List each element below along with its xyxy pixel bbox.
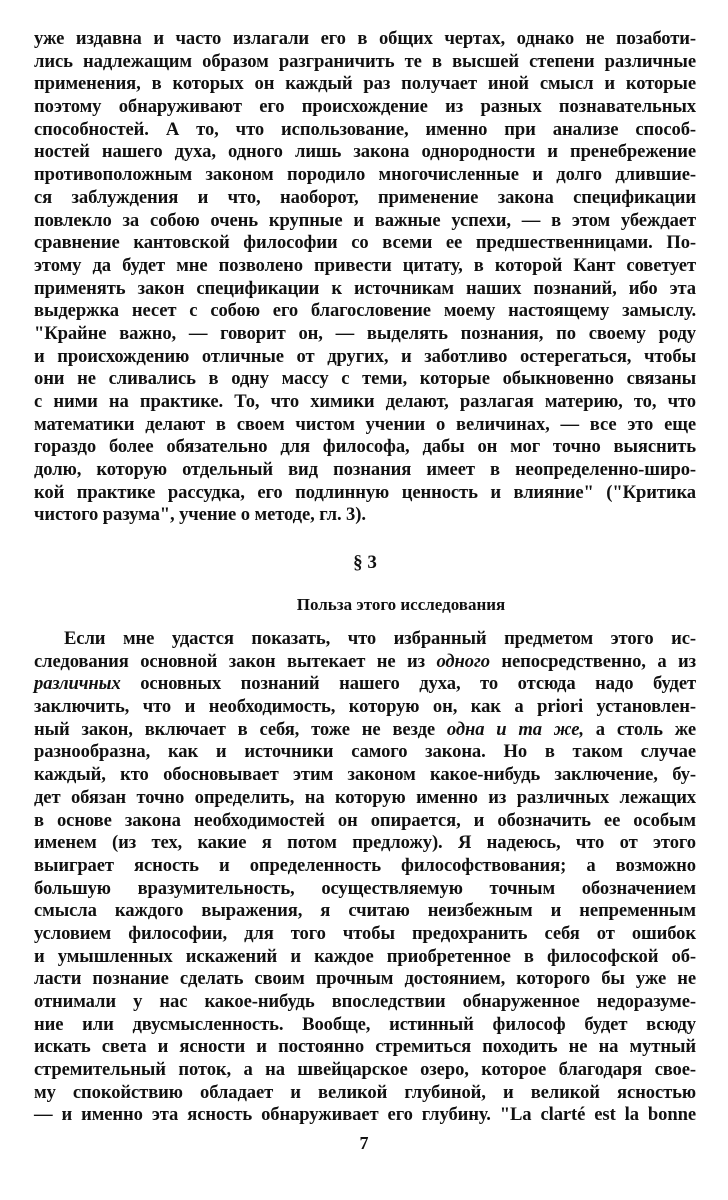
text-line: применения, в которых он каждый раз получает иной смысл и которые <box>34 73 696 95</box>
text-line: выдержка несет с собою его благословение моему настоящему замыслу. <box>34 300 696 322</box>
text-line: лись надлежащим образом разграничить те в высшей степени различные <box>34 50 696 72</box>
text-line: применять закон спецификации к источникам наших познаний, ибо эта <box>34 277 696 299</box>
italic-run: одна и та же, <box>446 718 584 740</box>
section-title: Польза этого исследования <box>296 595 506 614</box>
text-line: каждый, кто обосновывает этим законом какое-нибудь заключение, бу- <box>34 764 696 786</box>
text-line: долю, которую отдельный вид познания имеет в неопределенно-широ- <box>34 459 696 481</box>
text-line: математики делают в своем чистом учении о величинах, — все это еще <box>34 413 696 435</box>
text-line <box>34 651 696 674</box>
text-run: непосредственно, а из <box>489 650 696 672</box>
text-run: ный закон, включает в себя, тоже не везде <box>34 718 447 740</box>
page-number: 7 <box>359 1133 369 1153</box>
text-line: заключить, что и необходимость, которую он, как a priori установлен- <box>34 696 696 718</box>
text-line <box>34 673 696 696</box>
text-line: способностей. А то, что использование, именно при анализе способ- <box>34 118 696 140</box>
text-line: ностей нашего духа, одного лишь закона однородности и пренебрежение <box>34 141 696 163</box>
text-line: ся заблуждения и что, наоборот, применение закона спецификации <box>34 186 696 208</box>
text-line: в основе закона необходимостей он опирается, и обозначить ее особым <box>34 809 696 831</box>
text-line: гораздо более обязательно для философа, дабы он мог точно выяснить <box>34 436 696 458</box>
italic-run: одного <box>436 650 490 672</box>
text-line: уже издавна и часто излагали его в общих чертах, однако не позаботи- <box>34 28 696 49</box>
text-line: условием философии, для того чтобы предохранить себя от ошибок <box>34 922 696 944</box>
text-line: сравнение кантовской философии со всеми ее предшественницами. По- <box>34 232 696 254</box>
text-line: большую вразумительность, осуществляемую точным обозначением <box>34 877 696 899</box>
text-line: выиграет ясность и определенность философствования; а возможно <box>34 854 696 876</box>
text-line: чистого разума", учение о методе, гл. 3). <box>34 504 366 526</box>
text-line <box>34 719 696 742</box>
text-line: поэтому обнаруживают его происхождение из разных познавательных <box>34 96 696 118</box>
text-line: они не сливались в одну массу с теми, которые обыкновенно связаны <box>34 368 696 390</box>
text-line: противоположным законом породило многочисленные и долго длившие- <box>34 164 696 186</box>
text-line: отнимали у нас какое-нибудь впоследствии обнаруженное недоразуме- <box>34 991 696 1012</box>
text-line: с ними на практике. То, что химики делают, разлагая материю, то, что <box>34 391 696 412</box>
text-line: ласти познание сделать своим прочным достоянием, которого бы уже не <box>34 968 696 990</box>
text-line: и умышленных искажений и каждое приобретенное в философской об- <box>34 945 696 967</box>
text-line: повлекло за собою очень крупные и важные успехи, — в этом убеждает <box>34 209 696 231</box>
text-line: му спокойствию обладает и великой глубиной, и великой ясностью <box>34 1081 696 1103</box>
text-line: ние или двусмысленность. Вообще, истинный философ будет всюду <box>34 1013 696 1035</box>
paragraph-continued <box>34 28 696 527</box>
text-run: следования основной закон вытекает не из <box>34 650 437 672</box>
text-line: стремительный поток, а на швейцарское озеро, которое благодаря свое- <box>34 1059 696 1081</box>
text-line: "Крайне важно, — говорит он, — выделять познания, по своему роду <box>34 322 696 344</box>
text-line: Если мне удастся показать, что избранный предметом этого ис- <box>64 628 696 649</box>
text-line: именем (из тех, какие я потом предложу). Я надеюсь, что от этого <box>34 832 696 854</box>
text-line: этому да будет мне позволено привести цитату, в которой Кант советует <box>34 254 696 276</box>
paragraph-section-3 <box>34 628 696 1127</box>
text-line: разнообразна, как и источники самого закона. Но в таком случае <box>34 741 696 763</box>
text-run: а столь же <box>583 718 697 740</box>
text-line: — и именно эта ясность обнаруживает его глубину. "La clarté est la bonne <box>34 1104 696 1126</box>
text-line: искать света и ясности и постоянно стремиться походить не на мутный <box>34 1036 696 1058</box>
text-line: дет обязан точно определить, на которую именно из различных лежащих <box>34 786 696 808</box>
text-line: кой практике рассудка, его подлинную ценность и влияние" ("Критика <box>34 481 696 503</box>
text-line: смысла каждого выражения, я считаю неизбежным и непременным <box>34 900 696 922</box>
text-run: основных познаний нашего духа, то отсюда надо будет <box>120 673 696 695</box>
section-number: § 3 <box>353 552 377 573</box>
italic-run: различных <box>34 673 121 695</box>
text-line: и происхождению отличные от других, и заботливо остерегаться, чтобы <box>34 345 696 367</box>
